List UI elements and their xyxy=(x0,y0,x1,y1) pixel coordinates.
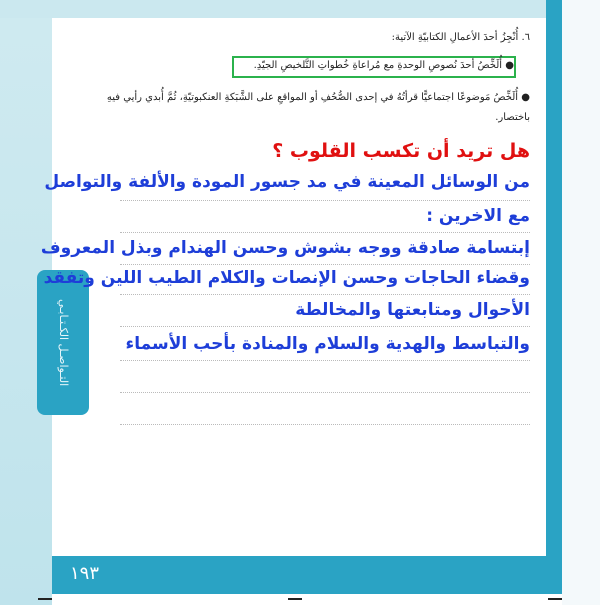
side-tab-label: التـواصـل الكـتـابـي xyxy=(57,298,70,387)
second-bullet-line2: باختصار. xyxy=(495,112,530,123)
highlighted-bullet: ● أُلَخِّصُ أحدَ نُصوصِ الوحدةِ مع مُراعاةِ خُطواتِ التَّلخيصِ الجيّدِ. xyxy=(253,60,514,71)
crop-mark xyxy=(38,598,52,600)
footer-bar xyxy=(52,556,562,594)
answer-line-2: مع الاخرين : xyxy=(426,206,530,226)
ruled-line xyxy=(120,232,530,233)
answer-question: هل تريد أن تكسب القلوب ؟ xyxy=(272,140,530,162)
task-heading: ٦. أُنْجِزُ أحدَ الأعمالِ الكتابيّةِ الآتية: xyxy=(391,32,530,43)
answer-line-1: من الوسائل المعينة في مد جسور المودة والألفة والتواصل xyxy=(44,172,530,192)
page-number: ١٩٣ xyxy=(70,563,100,584)
right-margin xyxy=(562,0,600,605)
ruled-line xyxy=(120,360,530,361)
answer-line-4: وقضاء الحاجات وحسن الإنصات والكلام الطيب اللين وتفقد xyxy=(43,268,530,288)
ruled-line xyxy=(120,392,530,393)
ruled-line xyxy=(120,424,530,425)
crop-mark xyxy=(288,598,302,600)
answer-line-3: إبتسامة صادقة ووجه بشوش وحسن الهندام وبذل المعروف xyxy=(40,238,530,258)
ruled-line xyxy=(120,200,530,201)
ruled-line xyxy=(120,264,530,265)
answer-line-5: الأحوال ومتابعتها والمخالطة xyxy=(295,300,530,320)
ruled-line xyxy=(120,326,530,327)
second-bullet-line1: ● أُلَخِّصُ مَوضوعًا اجتماعيًّا قرأتُهُ في إحدى الصُّحُفِ أو المواقعِ على الشَّبَكةِ العنكبوتيّةِ، ثُمَّ أُبدي رأيي فيهِ xyxy=(106,92,530,103)
right-teal-edge xyxy=(546,0,562,560)
second-bullet xyxy=(100,88,530,128)
answer-line-6: والتباسط والهدية والسلام والمنادة بأحب الأسماء xyxy=(125,334,530,354)
top-decor-band xyxy=(0,0,600,18)
ruled-line xyxy=(120,294,530,295)
crop-mark xyxy=(548,598,562,600)
